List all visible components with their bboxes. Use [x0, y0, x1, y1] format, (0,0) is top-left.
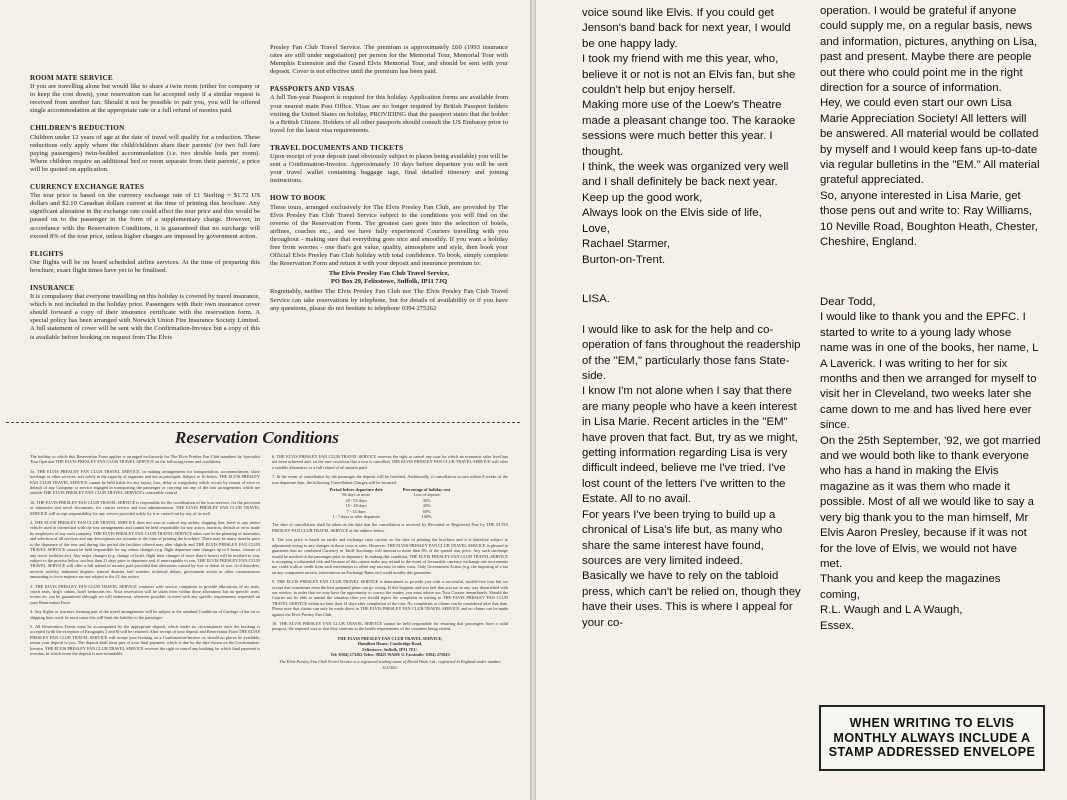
- conditions-column-2: [272, 454, 508, 670]
- table-cell: 15 - 28 days: [345, 503, 367, 509]
- table-cell: 45%: [422, 503, 431, 509]
- table-cell: 56 days or more: [342, 492, 371, 498]
- section-text: Regrettably, neither The Elvis Presley Fan Club nor The Elvis Presley Fan Club Travel Service can take reservations by telephone, but for details of availability or if you have any questions, please do not hesitate to telephone 0394 275262: [270, 288, 508, 312]
- reservation-conditions-title: Reservation Conditions: [175, 428, 339, 447]
- condition-paragraph: 2. THE ELVIS PRESLEY FAN CLUB TRAVEL SERVICE does not own or control any airline, shipping line, hotel or any motor vehicle used in connection with the tour arrangements and cannot be held responsible for any action, inaction, default or error made by employees of any such company. THE ELVIS PRESLEY FAN CLUB TRAVEL SERVICE takes care in the planning of itineraries and selection of all services and any descriptions are accurate at the time of printing the brochure. There may be many months prior to the departure of the tour and during this period the facilities offered may alter slightly and THE ELVIS PRESLEY FAN CLUB TRAVEL SERVICE cannot be held responsible for any minor changes (e.g. flight departure time changes up to 6 hours, closure of any resort facilities etc). Any major changes (e.g. change of hotel, flight time changes of more than 6 hours) will be notified to you, subject to the proviso below, not less than 21 days prior to departure and, if unacceptable to you, THE ELVIS PRESLEY FAN CLUB TRAVEL SERVICE will offer a full refund of monies paid provided that alterations caused by war or threat of war, civil disorders, terrorist activity, industrial disputes, natural disaster, bad weather, technical delays, government action or other circumstances amounting to force majeure are not subject to the 21 day notice.: [30, 520, 260, 580]
- cancellation-table: [320, 487, 461, 519]
- table-row: [320, 514, 461, 519]
- letter-text: Dear Todd, I would like to thank you and the EPFC. I started to write to a young lady whose name was in one of the books, her name, L A Laverick. I was writing to her for six months and then we arranged for myself to visit her in Cleveland, two weeks later she came down to me and has lived here ever since. On the 25th September, '92, we got married and we would both like to thank everyone who has a hand in making the Elvis magazine as it was them who made it possible. Most of all we would like to say a very big thank you to the man himself, Mr Elvis Aaron Presley, because if it was not for the love of Elvis, we would not have met. Thank you and keep the magazines coming, R.L. Waugh and L A Waugh, Essex.: [820, 296, 1041, 632]
- table-cell: 1 - 7 days or after departure: [332, 514, 380, 520]
- table-cell: 30%: [422, 497, 431, 503]
- table-cell: 100%: [421, 514, 432, 520]
- section-documents: [270, 144, 508, 185]
- section-flights: [30, 250, 260, 275]
- left-page: [0, 0, 530, 800]
- section-insurance-cont: [270, 44, 508, 76]
- section-text: Presley Fan Club Travel Service. The premium is approximately £60 (1993 insurance rates are still under negotiation) per person for the Memorial Tour, Memorial Tour with Memphis Extension and the Grand Elvis Memorial Tour, and should be sent with your deposit. Cover is not effective until the premium has been paid.: [270, 44, 508, 76]
- section-currency: [30, 183, 260, 241]
- section-text: The tour price is based on the currency exchange rate of £1 Sterling = $1.72 US dollars and $2.10 Canadian dollars current at the time of printing this brochure. Any significant alteration in the exchange rate could affect the tour price and this would be passed on to the passenger in the form of a supplementary charge. However, in accordance with the Reservation Conditions, it is guaranteed that no surcharge will exceed 8% of the tour price, unless higher charges are imposed by government action.: [30, 192, 260, 240]
- section-childrens-reduction: [30, 124, 260, 174]
- letter-text: voice sound like Elvis. If you could get Jenson's band back for next year, I would be one happy lady. I took my friend with me this year, who, believe it or not is not an Elvis fan, but she couldn't help but enjoy herself. Making more use of the Loew's Theatre made a pleasant change too. The karaoke sessions were much better this year. I thought. I think, the week was organized very well and I shall definitely be back next year. Keep up the good work, Always look on the Elvis side of life, Love, Rachael Starmer, Burton-on-Trent.: [582, 7, 796, 266]
- condition-paragraph: The holiday to which this Reservation Form applies is arranged exclusively for The Elvis Presley Fan Club members by Specialist Tour Operator THE ELVIS PRESLEY FAN CLUB TRAVEL SERVICE on the following terms and conditions.: [30, 454, 260, 465]
- section-heading: FLIGHTS: [30, 249, 64, 258]
- condition-paragraph: 6. THE ELVIS PRESLEY FAN CLUB TRAVEL SERVICE reserves the right to cancel any tour for which an economic sales level has not been achieved and, on the rare occasions that a tour is cancelled, THE ELVIS PRESLEY FAN CLUB TRAVEL SERVICE will offer a suitable alternative or a full refund of all monies paid.: [272, 454, 508, 470]
- condition-paragraph: 5. All Reservation Forms must be accompanied by the appropriate deposit, which under no circumstances once the booking is accepted (with the exception of Paragraphs 2 and 6) will be returned. After receipt of your deposit and Reservation Form THE ELVIS PRESLEY FAN CLUB TRAVEL SERVICE will accept your booking on a Confirmation-Invoice or, should no places be available, return your deposit to you. The deposit shall form part of your final payment, which is due by the date shown on the Confirmation-Invoice. THE ELVIS PRESLEY FAN CLUB TRAVEL SERVICE reserves the right to cancel any booking for which final payment is overdue, in which event the deposit is non-refundable.: [30, 623, 260, 656]
- section-heading: HOW TO BOOK: [270, 194, 326, 203]
- notice-text: WHEN WRITING TO ELVIS MONTHLY ALWAYS INCLUDE A STAMP ADDRESSED ENVELOPE: [828, 716, 1036, 760]
- letter-column-4: [820, 295, 1042, 634]
- section-how-to-book: [270, 194, 508, 312]
- section-room-mate: [30, 74, 260, 115]
- address-line: Tel: 0394) 273262 Telex: 98425 WADE G Facsimile: 0394) 275043: [330, 652, 450, 657]
- letter-column-1: [582, 6, 806, 268]
- address-line: Felixstowe, Suffolk, IP11 7EU.: [362, 646, 418, 652]
- footnote: The Elvis Presley Fan Club Travel Service is a registered trading name of David Wade Ltd., registered in England under number 1127463.: [279, 659, 501, 670]
- table-header: Percentage of holiday cost: [402, 487, 451, 493]
- condition-paragraph: 3. THE ELVIS PRESLEY FAN CLUB TRAVEL SERVICE contracts with service companies to provide allocations of air seats, coach seats, ship's cabins, hotel bedrooms etc. Your reservation will be taken from within those allocations but no specific seats, rooms etc can be guaranteed although we will endeavour, wherever possible, to meet with any specific requirements requested on your Reservation Form.: [30, 583, 260, 605]
- section-text: A full Ten-year Passport is required for this holiday. Application forms are available from your nearest main Post Office. Visas are no longer required by British Passport holders visiting the United States on holiday, PROVIDING that the passport states that the holder is a British Citizen. Holders of all other passports should consult the US Embassy prior to travel for the latest visa requirements.: [270, 94, 508, 134]
- cut-line: [6, 422, 520, 423]
- right-page: [536, 0, 1067, 800]
- letter-column-2: [820, 4, 1042, 251]
- condition-paragraph: 1a. THE ELVIS PRESLEY FAN CLUB TRAVEL SERVICE, in making arrangements for transportation, accommodation, show bookings or other services, acts solely in the capacity of organiser and not as principals. Subject to 1b below, THE ELVIS PRESLEY FAN CLUB TRAVEL SERVICE cannot be held liable for any injury, loss, delay or irregularity which occurs by reason of error or default of any Company or service engaged in transporting the passenger or carrying out any of the tour arrangements which are outside THE ELVIS PRESLEY FAN CLUB TRAVEL SERVICE's reasonable control.: [30, 468, 260, 496]
- address-line: The Elvis Presley Fan Club Travel Service,: [328, 270, 450, 278]
- letter-text: LISA. I would like to ask for the help and co-operation of fans throughout the readership of the "EM," particularly those fans State-side. I know I'm not alone when I say that there are many people who have a keen interest in Lisa Marie. Recent articles in the "EM" have proven that fact. But, try as we might, getting information regarding Lisa is very difficult indeed, believe me I've tried. I've lost count of the letters I've written to the Estate. All to no avail. For years I've been trying to build up a chronical of Lisa's life but, as many who share the same interest have found, sources are very limited indeed. Basically we have to rely on the tabloid press, which can't be relied on, though they have their uses. This is where I appeal for your co-: [582, 293, 801, 629]
- stamp-envelope-notice: [819, 705, 1045, 771]
- section-text: Upon receipt of your deposit (and obviously subject to places being available) you will be sent a Confirmation-Invoice. Approximately 10 days before departure you will be sent your travel wallet containing baggage tags, final detailed itinerary and joining instructions.: [270, 153, 508, 185]
- condition-paragraph: 10. THE ELVIS PRESLEY FAN CLUB TRAVEL SERVICE cannot be held responsible for ensuring that passengers have a valid passport, the required visa or that they conform to the health requirements of the countries being visited.: [272, 620, 508, 632]
- section-text: Children under 12 years of age at the date of travel will qualify for a reduction. These reductions only apply where the child/children share their parents' (or two full fare paying passengers) twin-bedded accommodation (i.e. two double beds per room). Where children require an additional bed or room separate from their parents', a price will be quoted on application.: [30, 133, 260, 173]
- table-cell: 60%: [422, 508, 431, 514]
- section-heading: INSURANCE: [30, 283, 75, 292]
- condition-paragraph: The date of cancellation shall be taken as the date that the cancellation is received by Recorded or Registered Post by THE ELVIS PRESLEY FAN CLUB TRAVEL SERVICE at the address below.: [272, 522, 508, 533]
- letter-text: operation. I would be grateful if anyone could supply me, on a regular basis, news and information, pictures, anything on Lisa, past and present. Maybe there are people out there who could point me in the right direction for a source of information. Hey, we could even start our own Lisa Marie Appreciation Society! All letters will be answered. All material would be collated by myself and I would keep fans up-to-date via regular bulletins in the "EM." All material grateful appreciated. So, anyone interested in Lisa Marie, get those pens out and write to: Ray Williams, 10 Neville Road, Boughton Heath, Chester, Cheshire, England.: [820, 5, 1040, 249]
- section-passports: [270, 85, 508, 135]
- table-cell: 29 - 55 days: [345, 497, 367, 503]
- conditions-column-1: [30, 454, 260, 660]
- table-header: Period before departure date: [329, 487, 383, 493]
- address-line: PO Box 29, Felixstowe, Suffolk, IP11 7JQ: [330, 278, 448, 286]
- letter-column-3: [582, 292, 806, 631]
- address-line: THE ELVIS PRESLEY FAN CLUB TRAVEL SERVICE,: [337, 635, 443, 641]
- section-heading: ROOM MATE SERVICE: [30, 74, 113, 82]
- section-text: These tours, arranged exclusively for The Elvis Presley Fan Club, are provided by The Elvis Presley Fan Club Travel Service subject to the conditions you will find on the reverse of the Reservation Form. The greatest care goes into the selection of hotels, airlines, coaches etc., and we have fully experienced Couriers travelling with you throughout - making sure that everything goes nice and smoothly. If you want a holiday free from worries - one that's got value, quality, atmosphere and style, then book your Official Elvis Presley Fan Club holiday with total confidence. To book, simply complete the Reservation Form and return it with your deposit and insurance premium to:: [270, 203, 508, 268]
- section-heading: CHILDREN'S REDUCTION: [30, 124, 125, 133]
- condition-paragraph: 9. THE ELVIS PRESLEY FAN CLUB TRAVEL SERVICE is determined to provide you with a successful, trouble-free tour but we accept that sometimes even the best prepared plans can go wrong. If this happens and you feel that you are in any way dissatisfied with our service, in order that we may have the opportunity to correct the matter, you must advise our Tour Courier immediately. Should the Courier not be able to amend the situation then you should report the complaint in writing to THE ELVIS PRESLEY FAN CLUB TRAVEL SERVICE within no later than 14 days after completion of the tour. No complaints or claims can be considered after that date. Please note that claims can only be made direct to THE ELVIS PRESLEY FAN CLUB TRAVEL SERVICE and no claims can be made against the Elvis Presley Fan Club.: [272, 579, 508, 617]
- section-text: It is compulsory that everyone travelling on this holiday is covered by travel insurance, which is not included in the holiday price. Passengers with their own insurance cover should forward a copy of their insurance certificate with the reservation form. A special policy has been arranged with Norwich Union Fire Insurance Society Limited. A full statement of cover will be sent with the Confirmation-Invoice but a copy of this is available before booking on request from The Elvis: [30, 293, 260, 341]
- section-text: If you are travelling alone but would like to share a twin room (either for company or to keep the cost down), your reservation can be accepted only if a similar request is received from another fan. Should it not be possible to pair you, you will be offered single accommodation at the appropriate rate or a full refund of monies paid.: [30, 83, 260, 115]
- travel-info-column-2: [270, 44, 508, 322]
- section-insurance: [30, 284, 260, 342]
- address-line: Hamilton House, Cambridge Road,: [357, 641, 423, 647]
- operator-address: [272, 636, 508, 658]
- section-heading: TRAVEL DOCUMENTS AND TICKETS: [270, 143, 404, 152]
- section-heading: CURRENCY EXCHANGE RATES: [30, 183, 145, 192]
- condition-paragraph: 4. Any flights or journeys forming part of the travel arrangements will be subject to the standard Conditions of Carriage of the air or shipping lines used. In most cases this will limit the liability to the passenger.: [30, 609, 260, 620]
- booking-address: [270, 270, 508, 286]
- section-text: Our flights will be on board scheduled airline services. At the time of preparing this brochure, exact flight times have yet to be finalised.: [30, 258, 260, 274]
- section-heading: PASSPORTS AND VISAS: [270, 85, 355, 94]
- travel-info-column-1: [30, 74, 260, 351]
- condition-paragraph: 7. In the event of cancellation by the passenger the deposit will be forfeited. Additionally, if cancellation occurs within 8 weeks of the tour departure date, the following Cancellation Charges will be incurred:: [272, 474, 508, 485]
- condition-paragraph: 8. The tour price is based on tariffs and exchange rates current on the date of printing the brochure and it is therefore subject to adjustment owing to any changes in these costs at rates. However, THE ELVIS PRESLEY FAN CLUB TRAVEL SERVICE is pleased to guarantee that no combined Currency or Tariff Surcharge will amount to more than 8% of the quoted tour price. Any such surcharge would be notified to the passenger prior to departure. In making this condition, THE ELVIS PRESLEY FAN CLUB TRAVEL SERVICE is accepting a substantial risk and because of this cannot make any refund in the event of favourable currency exchange rate movements nor could it allow credit from such movements to offset any increase in other costs. Only Government Action (e.g. the imposing of a tax on any component service, intervention on Exchange Rates etc) could modify this guarantee.: [272, 537, 508, 575]
- condition-paragraph: 1b. THE ELVIS PRESLEY FAN CLUB TRAVEL SERVICE is responsible for the coordination of the tour services, for the provision of itineraries and travel documents, for courier service and tour administration. THE ELVIS PRESLEY FAN CLUB TRAVEL SERVICE will accept responsibility for any service provided solely by it or carried out by any of its staff.: [30, 499, 260, 516]
- table-cell: Loss of deposit: [413, 492, 440, 498]
- table-cell: 7 - 14 days: [346, 508, 366, 514]
